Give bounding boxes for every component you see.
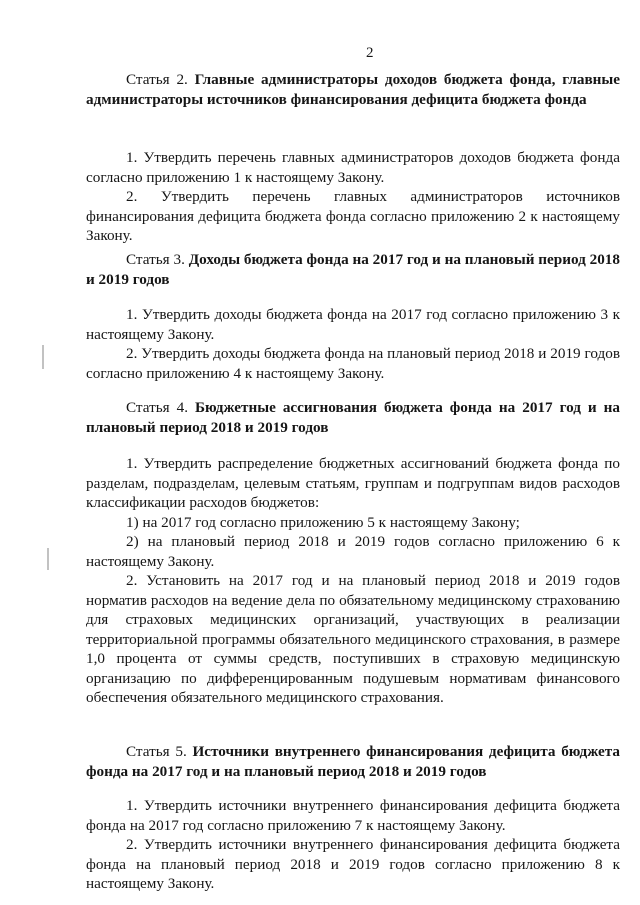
article-title: Главные администраторы доходов бюджета фонда, главные администраторы источников финансирования дефицита бюджета фонда	[86, 71, 620, 108]
article-title: Источники внутреннего финансирования дефицита бюджета фонда на 2017 год и на плановый период 2018 и 2019 годов	[86, 743, 620, 780]
list-item: 1. Утвердить источники внутреннего финансирования дефицита бюджета фонда на 2017 год согласно приложению 7 к настоящему Закону.	[86, 797, 620, 834]
article-4	[86, 398, 620, 437]
article-title: Бюджетные ассигнования бюджета фонда на 2017 год и на плановый период 2018 и 2019 годов	[86, 399, 620, 436]
article-heading	[86, 70, 620, 109]
list-item: 1. Утвердить доходы бюджета фонда на 2017 год согласно приложению 3 к настоящему Закону.	[86, 306, 620, 343]
list-item: 2. Утвердить источники внутреннего финансирования дефицита бюджета фонда на плановый период 2018 и 2019 годов согласно приложению 8 к настоящему Закону.	[86, 836, 620, 892]
page-number: 2	[366, 45, 374, 61]
article-3	[86, 250, 620, 289]
list-item: 2. Утвердить перечень главных администраторов источников финансирования дефицита бюджета фонда согласно приложению 2 к настоящему Закону.	[86, 188, 620, 244]
article-heading	[86, 250, 620, 289]
article-prefix: Статья 2.	[126, 71, 188, 88]
article-2-body	[86, 148, 620, 246]
article-prefix: Статья 4.	[126, 399, 189, 416]
article-prefix: Статья 3.	[126, 251, 185, 268]
article-2	[86, 70, 620, 109]
article-heading	[86, 398, 620, 437]
list-item: 1) на 2017 год согласно приложению 5 к настоящему Закону;	[126, 513, 520, 531]
list-item: 2. Утвердить доходы бюджета фонда на плановый период 2018 и 2019 годов согласно приложению 4 к настоящему Закону.	[86, 345, 620, 382]
article-title: Доходы бюджета фонда на 2017 год и на плановый период 2018 и 2019 годов	[86, 251, 620, 288]
article-5	[86, 742, 620, 781]
list-item: 2. Установить на 2017 год и на плановый период 2018 и 2019 годов норматив расходов на ведение дела по обязательному медицинскому страхованию для страховых медицинских организаций, участвующих в реализации территориальной программы обязательного медицинского страхования, в размере 1,0 процента от суммы средств, поступивших в страховую медицинскую организацию по дифференцированным подушевым нормативам финансового обеспечения обязательного медицинского страхования.	[86, 572, 620, 706]
article-heading	[86, 742, 620, 781]
article-3-body	[86, 305, 620, 383]
scan-artifact	[47, 548, 49, 570]
article-5-body	[86, 796, 620, 894]
scan-artifact	[42, 345, 44, 369]
article-prefix: Статья 5.	[126, 743, 187, 760]
list-item: 1. Утвердить распределение бюджетных ассигнований бюджета фонда по разделам, подразделам, целевым статьям, группам и подгруппам видов расходов классификации расходов бюджетов:	[86, 455, 620, 511]
article-4-body	[86, 454, 620, 708]
list-item: 2) на плановый период 2018 и 2019 годов согласно приложению 6 к настоящему Закону.	[86, 533, 620, 570]
list-item: 1. Утвердить перечень главных администраторов доходов бюджета фонда согласно приложению 1 к настоящему Закону.	[86, 149, 620, 186]
